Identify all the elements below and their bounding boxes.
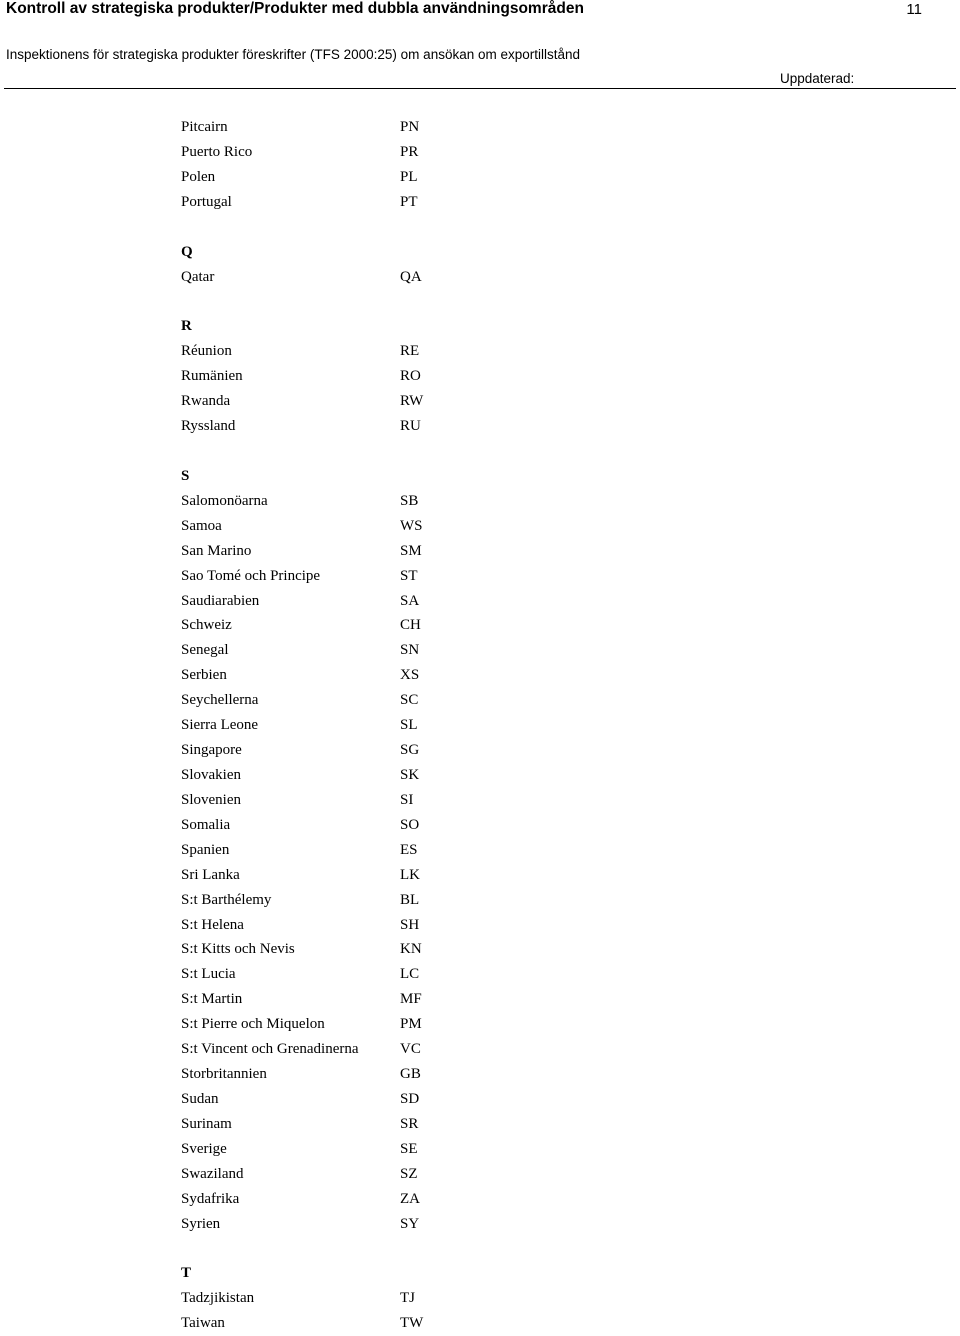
country-code: SO [400, 816, 420, 833]
section-letter-heading: Q [181, 243, 193, 260]
country-name: Ryssland [181, 418, 236, 435]
country-row [181, 913, 501, 938]
country-code: BL [400, 891, 420, 908]
country-name: S:t Kitts och Nevis [181, 941, 295, 958]
country-name: San Marino [181, 542, 252, 559]
country-code: SH [400, 916, 420, 933]
country-row [181, 1037, 501, 1062]
country-row [181, 987, 501, 1012]
country-row [181, 1212, 501, 1237]
country-row [181, 863, 501, 888]
country-code: TJ [400, 1290, 415, 1307]
country-name: Storbritannien [181, 1066, 267, 1083]
country-code: ES [400, 841, 418, 858]
country-row [181, 663, 501, 688]
country-row [181, 1112, 501, 1137]
country-name: Rwanda [181, 393, 231, 410]
country-name: Puerto Rico [181, 143, 253, 160]
country-name: Sverige [181, 1140, 227, 1157]
country-name: Serbien [181, 667, 227, 684]
country-row [181, 838, 501, 863]
country-code: SL [400, 717, 418, 734]
country-name: Tadzjikistan [181, 1290, 255, 1307]
country-code: XS [400, 667, 420, 684]
country-name: Qatar [181, 268, 215, 285]
country-name: Slovakien [181, 766, 241, 783]
country-code: SM [400, 542, 422, 559]
country-code: PM [400, 1016, 422, 1033]
country-row [181, 638, 501, 663]
country-row [181, 813, 501, 838]
country-row [181, 564, 501, 589]
country-name: Sao Tomé och Principe [181, 567, 321, 584]
country-code: PT [400, 193, 418, 210]
country-name: S:t Helena [181, 916, 244, 933]
country-row [181, 888, 501, 913]
country-code: ZA [400, 1190, 420, 1207]
country-row [181, 539, 501, 564]
document-subtitle: Inspektionens för strategiska produkter föreskrifter (TFS 2000:25) om ansökan om exportillstånd [6, 47, 581, 62]
country-name: Schweiz [181, 617, 232, 634]
section-spacer [181, 215, 501, 240]
country-name: Samoa [181, 517, 222, 534]
country-row [181, 190, 501, 215]
country-row [181, 389, 501, 414]
country-name: Salomonöarna [181, 492, 268, 509]
country-name: S:t Pierre och Miquelon [181, 1016, 325, 1033]
section-letter-heading: R [181, 318, 192, 335]
country-row [181, 1137, 501, 1162]
country-row [181, 937, 501, 962]
country-row [181, 364, 501, 389]
country-name: Singapore [181, 742, 242, 759]
country-name: Saudiarabien [181, 592, 260, 609]
section-spacer [181, 289, 501, 314]
country-code: SA [400, 592, 420, 609]
country-code: TW [400, 1315, 424, 1332]
country-code: KN [400, 941, 422, 958]
country-code-list [181, 115, 501, 1336]
country-code: SN [400, 642, 420, 659]
section-spacer [181, 439, 501, 464]
country-code: SR [400, 1115, 419, 1132]
country-row [181, 339, 501, 364]
country-row [181, 1311, 501, 1336]
country-row [181, 1187, 501, 1212]
country-row [181, 1012, 501, 1037]
country-row [181, 265, 501, 290]
country-name: Sierra Leone [181, 717, 259, 734]
document-title: Kontroll av strategiska produkter/Produkter med dubbla användningsområden [6, 0, 584, 17]
country-code: SK [400, 766, 420, 783]
section-letter-heading: T [181, 1265, 192, 1282]
country-name: Rumänien [181, 368, 243, 385]
header-divider [4, 88, 956, 89]
country-code: QA [400, 268, 422, 285]
country-name: Syrien [181, 1215, 221, 1232]
country-name: Somalia [181, 816, 231, 833]
country-code: SY [400, 1215, 420, 1232]
country-code: SG [400, 742, 420, 759]
updated-label: Uppdaterad: [780, 71, 855, 86]
country-row [181, 1062, 501, 1087]
country-code: LC [400, 966, 420, 983]
country-row [181, 514, 501, 539]
country-code: VC [400, 1041, 421, 1058]
country-name: Spanien [181, 841, 230, 858]
country-row [181, 613, 501, 638]
country-name: Réunion [181, 343, 232, 360]
country-row [181, 165, 501, 190]
country-code: ST [400, 567, 418, 584]
country-code: MF [400, 991, 422, 1008]
country-name: Portugal [181, 193, 232, 210]
country-code: SC [400, 692, 419, 709]
country-name: Swaziland [181, 1165, 244, 1182]
section-letter-heading: S [181, 467, 190, 484]
country-code: CH [400, 617, 421, 634]
country-name: Taiwan [181, 1315, 225, 1332]
country-code: WS [400, 517, 423, 534]
country-row [181, 414, 501, 439]
country-name: Seychellerna [181, 692, 259, 709]
country-row [181, 115, 501, 140]
country-name: Senegal [181, 642, 229, 659]
country-name: S:t Martin [181, 991, 243, 1008]
country-row [181, 713, 501, 738]
country-code: SI [400, 791, 414, 808]
country-code: SE [400, 1140, 418, 1157]
section-spacer [181, 1236, 501, 1261]
country-code: PN [400, 119, 420, 135]
country-name: Pitcairn [181, 119, 228, 135]
country-row [181, 788, 501, 813]
country-name: Sydafrika [181, 1190, 240, 1207]
country-name: S:t Barthélemy [181, 891, 272, 908]
country-name: Polen [181, 168, 216, 185]
country-code: SB [400, 492, 419, 509]
country-name: Sudan [181, 1090, 219, 1107]
country-row [181, 1162, 501, 1187]
country-name: Surinam [181, 1115, 232, 1132]
country-row [181, 738, 501, 763]
country-code: LK [400, 866, 420, 883]
country-row [181, 140, 501, 165]
country-code: RE [400, 343, 420, 360]
country-code: RW [400, 393, 424, 410]
country-row [181, 962, 501, 987]
country-code: PL [400, 168, 418, 185]
country-code: SZ [400, 1165, 418, 1182]
country-name: Sri Lanka [181, 866, 240, 883]
country-code: PR [400, 143, 419, 160]
country-name: Slovenien [181, 791, 241, 808]
page-number: 11 [906, 1, 922, 18]
country-code: RU [400, 418, 421, 435]
country-row [181, 589, 501, 614]
country-row [181, 763, 501, 788]
country-name: S:t Vincent och Grenadinerna [181, 1041, 359, 1058]
country-row [181, 688, 501, 713]
country-row [181, 489, 501, 514]
country-code: GB [400, 1066, 421, 1083]
country-code: SD [400, 1090, 420, 1107]
country-code: RO [400, 368, 421, 385]
country-row [181, 1286, 501, 1311]
country-name: S:t Lucia [181, 966, 236, 983]
country-row [181, 1087, 501, 1112]
